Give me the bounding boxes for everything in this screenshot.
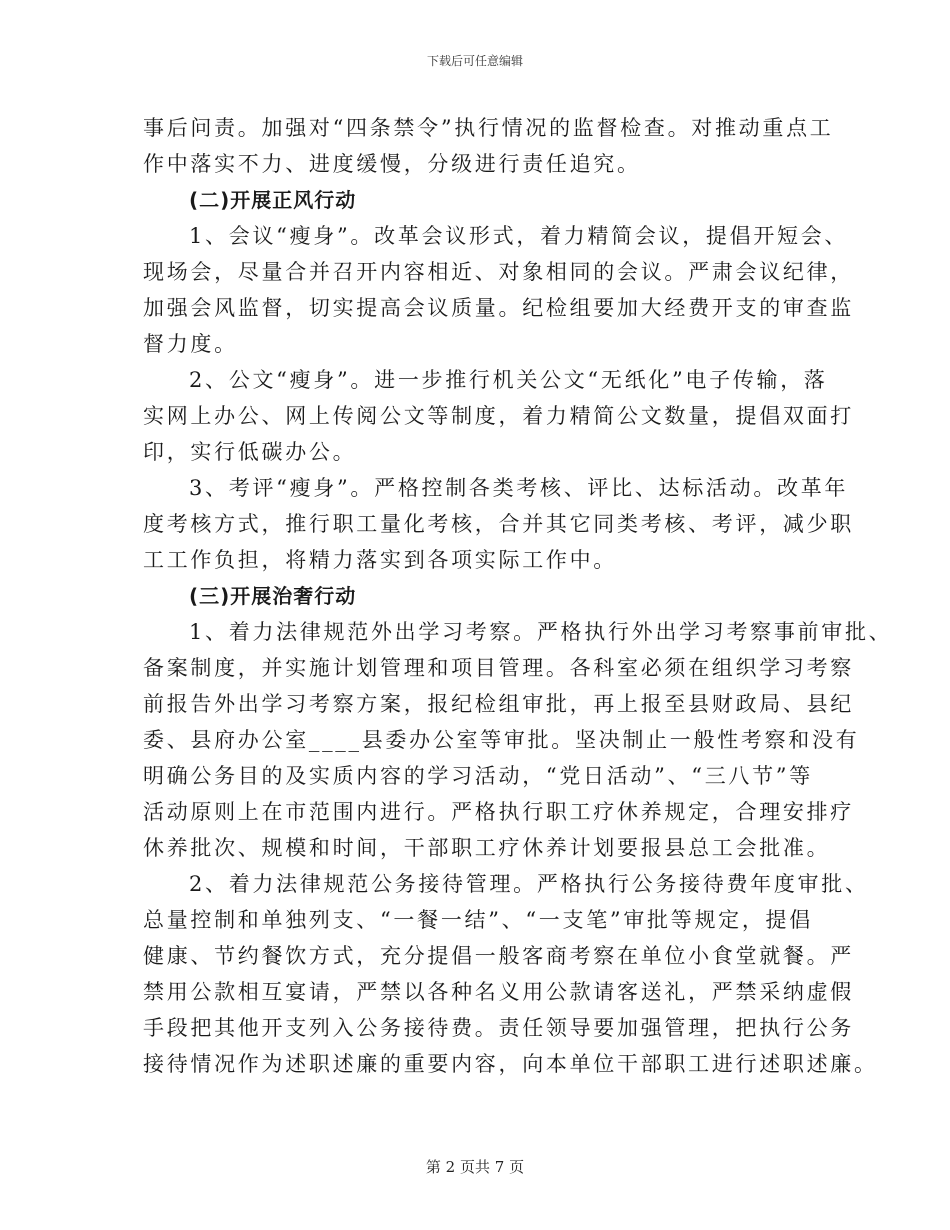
text-line: 手段把其他开支列入公务接待费。责任领导要加强管理，把执行公务 [143,1016,854,1040]
page-header: 下载后可任意编辑 [426,54,523,68]
section-heading: (三)开展治奢行动 [189,584,357,608]
section-heading: (二)开展正风行动 [189,188,357,212]
text-line: 督力度。 [143,332,238,356]
text-line: 健康、节约餐饮方式，充分提倡一般客商考察在单位小食堂就餐。严 [143,944,854,968]
text-line: 备案制度，并实施计划管理和项目管理。各科室必须在组织学习考察 [143,656,854,680]
text-line: 委、县府办公室____县委办公室等审批。坚决制止一般性考察和没有 [143,728,860,752]
text-line: 1、着力法律规范外出学习考察。严格执行外出学习考察事前审批、 [189,620,893,644]
text-line: 实网上办公、网上传阅公文等制度，着力精简公文数量，提倡双面打 [143,404,854,428]
text-line: 1、会议“瘦身”。改革会议形式，着力精简会议，提倡开短会、 [189,224,849,248]
text-line: 接待情况作为述职述廉的重要内容，向本单位干部职工进行述职述廉。 [143,1052,878,1076]
text-line: 加强会风监督，切实提高会议质量。纪检组要加大经费开支的审查监 [143,296,854,320]
document-body [143,110,893,1082]
text-line: 禁用公款相互宴请，严禁以各种名义用公款请客送礼，严禁采纳虚假 [143,980,854,1004]
text-line: 3、考评“瘦身”。严格控制各类考核、评比、达标活动。改革年 [189,476,849,500]
text-line: 明确公务目的及实质内容的学习活动，“党日活动”、“三八节”等 [143,764,813,788]
text-line: 休养批次、规模和时间，干部职工疗休养计划要报县总工会批准。 [143,836,831,860]
text-line: 活动原则上在市范围内进行。严格执行职工疗休养规定，合理安排疗 [143,800,854,824]
page-footer: 第 2 页共 7 页 [425,1158,525,1176]
text-line: 作中落实不力、进度缓慢，分级进行责任追究。 [143,152,641,176]
text-line: 事后问责。加强对“四条禁令”执行情况的监督检查。对推动重点工 [143,116,834,140]
text-line: 2、公文“瘦身”。进一步推行机关公文“无纸化”电子传输，落 [189,368,828,392]
text-line: 工工作负担，将精力落实到各项实际工作中。 [143,548,617,572]
text-line: 前报告外出学习考察方案，报纪检组审批，再上报至县财政局、县纪 [143,692,854,716]
text-line: 总量控制和单独列支、“一餐一结”、“一支笔”审批等规定，提倡 [143,908,813,932]
text-line: 现场会，尽量合并召开内容相近、对象相同的会议。严肃会议纪律， [143,260,854,284]
text-line: 2、着力法律规范公务接待管理。严格执行公务接待费年度审批、 [189,872,869,896]
text-line: 度考核方式，推行职工量化考核，合并其它同类考核、考评，减少职 [143,512,854,536]
text-line: 印，实行低碳办公。 [143,440,357,464]
